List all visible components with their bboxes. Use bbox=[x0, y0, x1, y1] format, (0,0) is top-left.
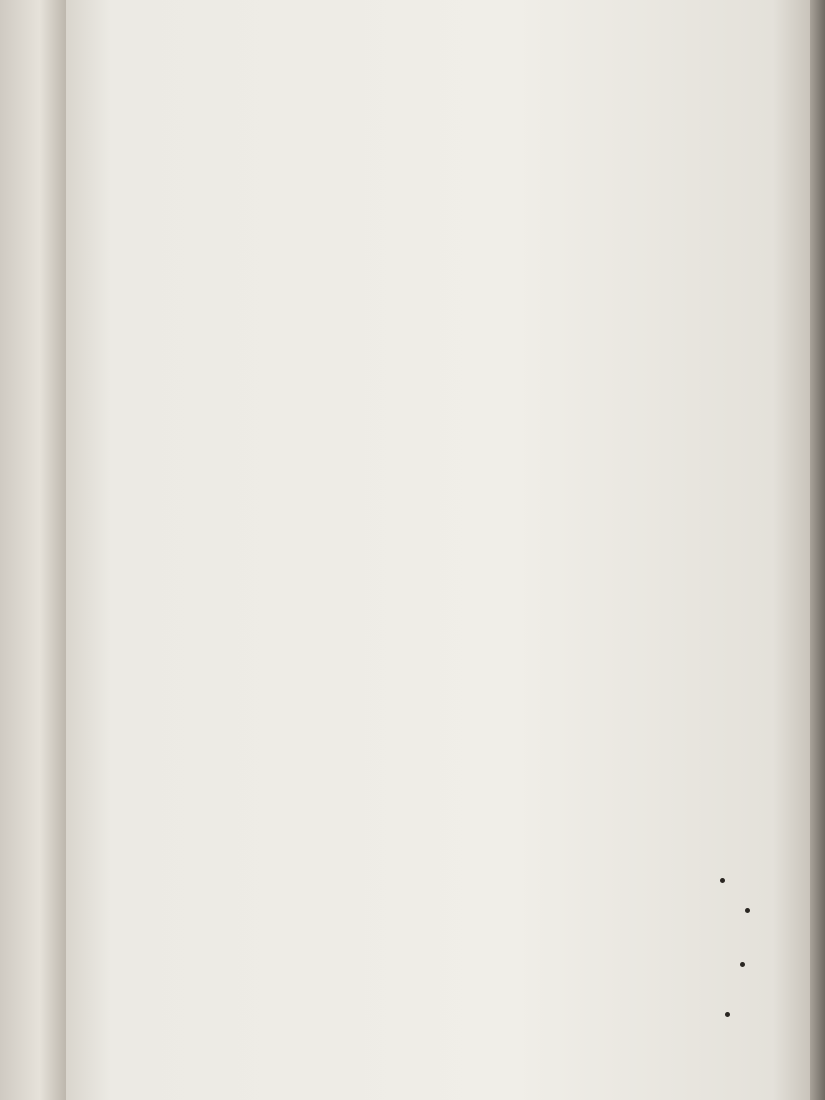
page-edge bbox=[810, 0, 825, 1100]
binding-hole bbox=[720, 878, 725, 883]
binding-hole bbox=[725, 1012, 730, 1017]
facing-page-strip bbox=[0, 0, 66, 1100]
binding-hole bbox=[740, 962, 745, 967]
binding-hole bbox=[745, 908, 750, 913]
profection-table bbox=[428, 93, 651, 391]
